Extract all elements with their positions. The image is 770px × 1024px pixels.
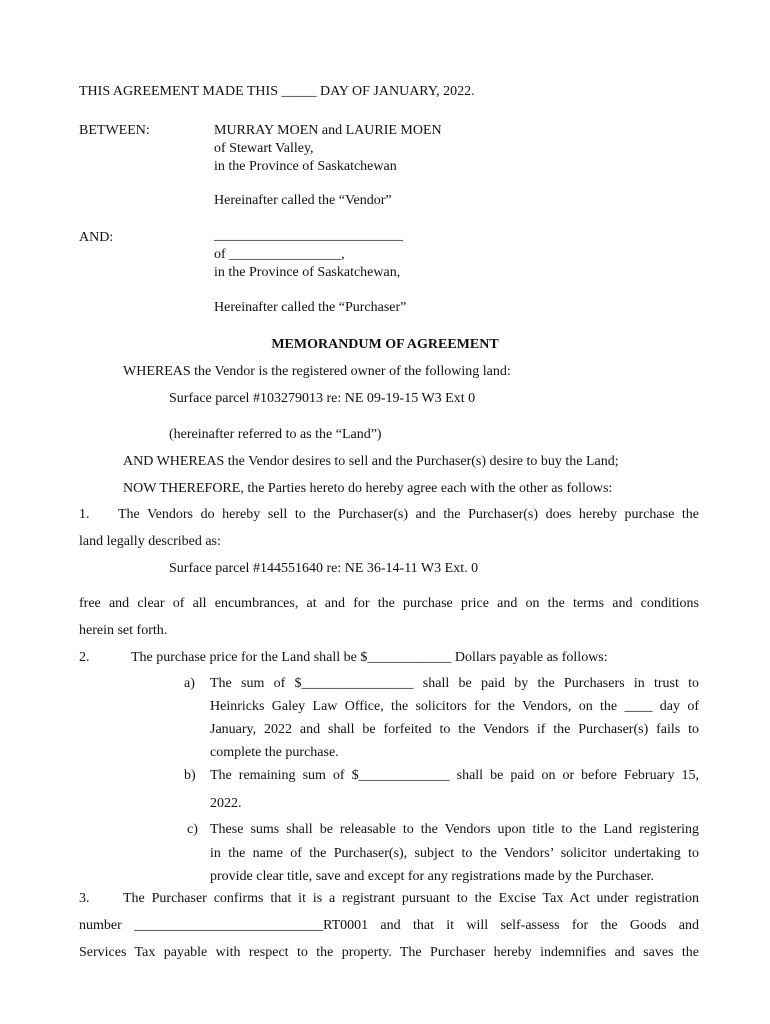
clause-1-line-1: The Vendors do hereby sell to the Purchaser(s) and the Purchaser(s) does hereby purchase the (118, 507, 699, 522)
vendor-province: in the Province of Saskatchewan (214, 159, 397, 174)
clause-2-intro: The purchase price for the Land shall be $____________ Dollars payable as follows: (131, 650, 608, 665)
and-whereas-clause: AND WHEREAS the Vendor desires to sell and the Purchaser(s) desire to buy the Land; (123, 454, 619, 469)
clause-3-number: 3. (79, 891, 90, 906)
clause-1-number: 1. (79, 507, 90, 522)
purchaser-province: in the Province of Saskatchewan, (214, 265, 401, 280)
vendor-name: MURRAY MOEN and LAURIE MOEN (214, 123, 442, 138)
clause-1-line-2: land legally described as: (79, 534, 221, 549)
clause-2-number: 2. (79, 650, 90, 665)
between-label: BETWEEN: (79, 123, 150, 138)
land-parcel-1: Surface parcel #103279013 re: NE 09-19-15 W3 Ext 0 (169, 391, 476, 406)
clause-1-line-4: herein set forth. (79, 623, 168, 638)
vendor-location: of Stewart Valley, (214, 141, 314, 156)
purchaser-definition: Hereinafter called the “Purchaser” (214, 300, 407, 315)
agreement-title: THIS AGREEMENT MADE THIS _____ DAY OF JANUARY, 2022. (79, 84, 475, 99)
clause-3-line-2: number ___________________________RT0001 and that it will self-assess for the Goods and (79, 918, 699, 933)
purchaser-location: of ________________, (214, 247, 345, 262)
item-a-line-3: January, 2022 and shall be forfeited to the Vendors if the Purchaser(s) fails to (210, 722, 699, 737)
item-c-line-1: These sums shall be releasable to the Vendors upon title to the Land registering (210, 822, 699, 837)
item-b-line-1: The remaining sum of $_____________ shall be paid on or before February 15, (210, 768, 699, 783)
clause-3-line-3: Services Tax payable with respect to the property. The Purchaser hereby indemnifies and saves the (79, 945, 699, 960)
item-a-line-2: Heinricks Galey Law Office, the solicitors for the Vendors, on the ____ day of (210, 699, 699, 714)
clause-1-line-3: free and clear of all encumbrances, at and for the purchase price and on the terms and conditions (79, 596, 699, 611)
now-therefore-clause: NOW THEREFORE, the Parties hereto do hereby agree each with the other as follows: (123, 481, 613, 496)
item-b-label: b) (184, 768, 196, 783)
item-a-label: a) (184, 676, 195, 691)
and-label: AND: (79, 230, 114, 245)
vendor-definition: Hereinafter called the “Vendor” (214, 193, 392, 208)
item-b-line-2: 2022. (210, 796, 242, 811)
memorandum-heading: MEMORANDUM OF AGREEMENT (271, 337, 499, 352)
item-a-line-1: The sum of $________________ shall be paid by the Purchasers in trust to (210, 676, 699, 691)
land-parcel-2: Surface parcel #144551640 re: NE 36-14-11 W3 Ext. 0 (169, 561, 479, 576)
item-c-label: c) (187, 822, 198, 837)
clause-3-line-1: The Purchaser confirms that it is a registrant pursuant to the Excise Tax Act under registration (123, 891, 699, 906)
land-reference: (hereinafter referred to as the “Land”) (169, 427, 382, 442)
item-c-line-2: in the name of the Purchaser(s), subject to the Vendors’ solicitor undertaking to (210, 846, 699, 861)
item-c-line-3: provide clear title, save and except for any registrations made by the Purchaser. (210, 869, 654, 884)
purchaser-name-blank: ___________________________ (214, 228, 403, 243)
item-a-line-4: complete the purchase. (210, 745, 339, 760)
whereas-clause: WHEREAS the Vendor is the registered owner of the following land: (123, 364, 511, 379)
